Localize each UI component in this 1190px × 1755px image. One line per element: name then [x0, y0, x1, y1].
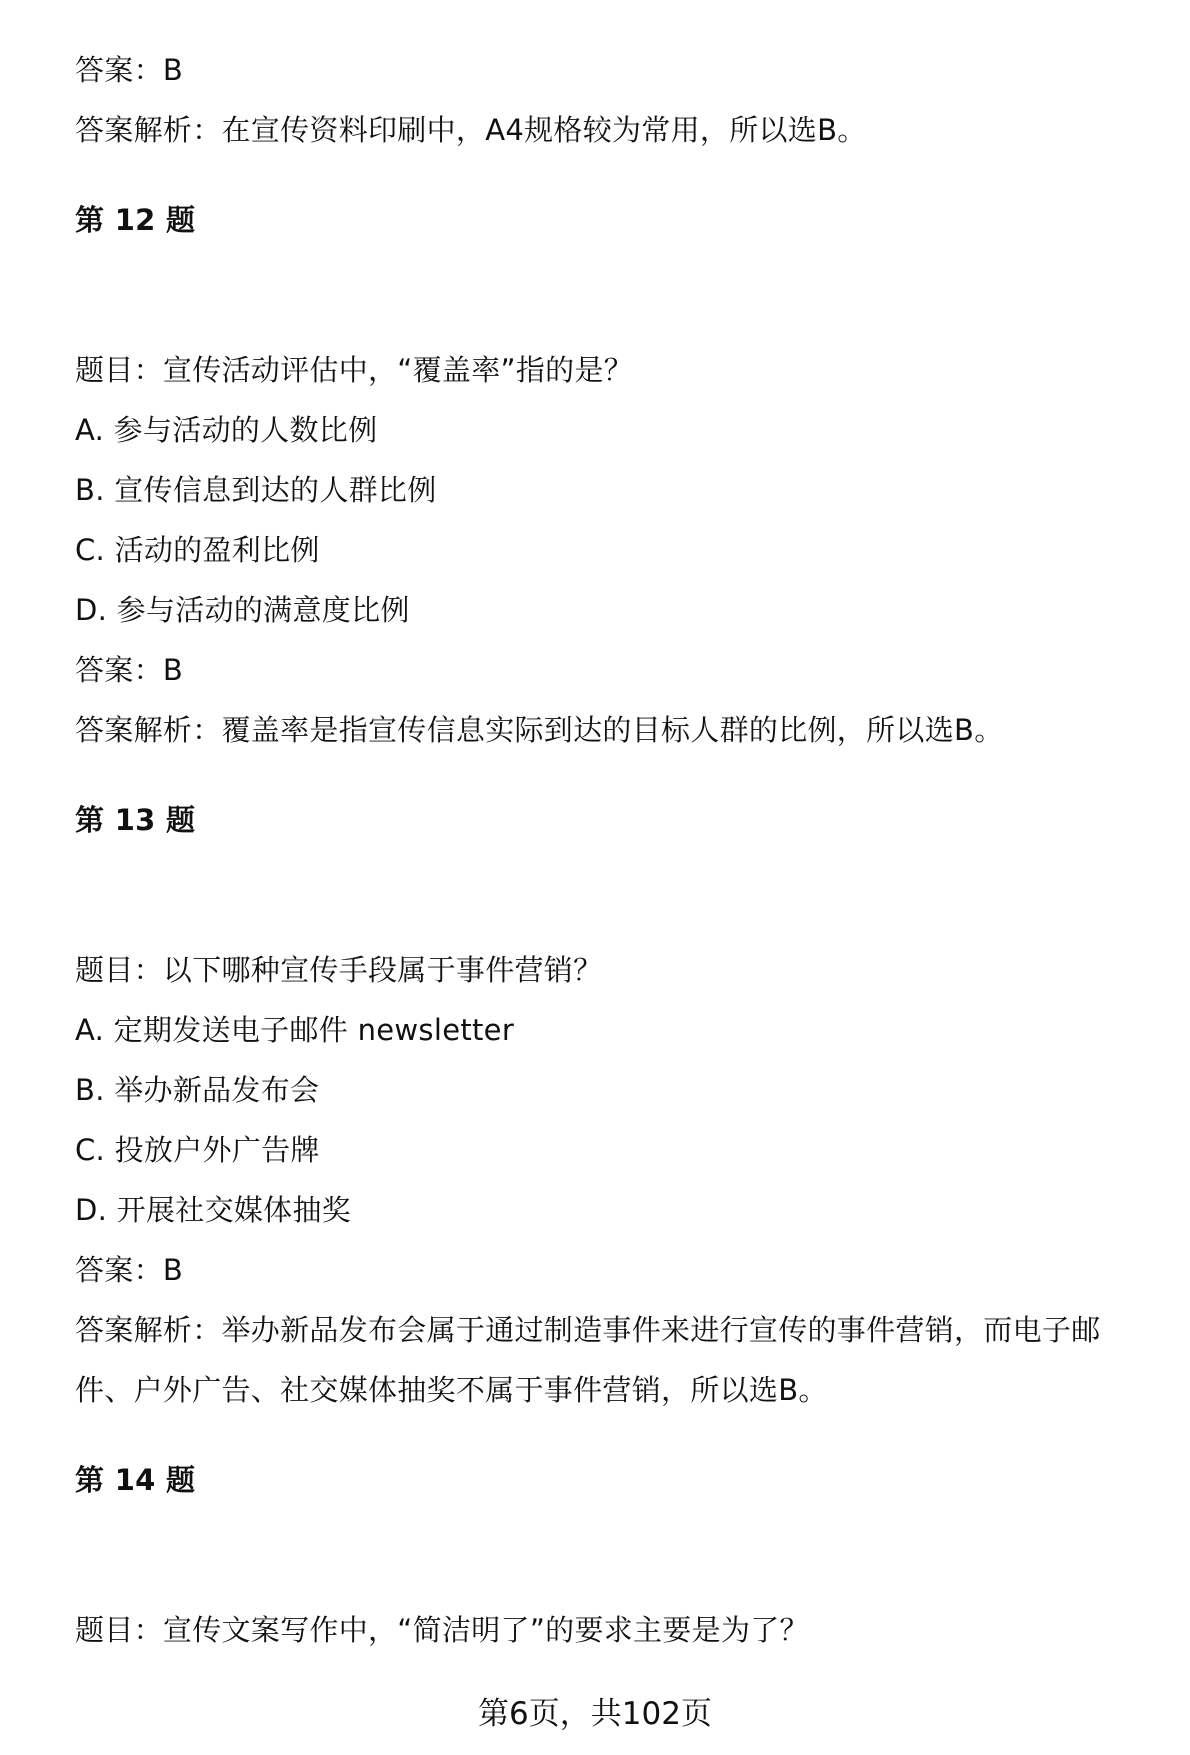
option-a: A. 定期发送电子邮件 newsletter: [75, 1013, 515, 1047]
question-stem: 题目：宣传文案写作中，“简洁明了”的要求主要是为了？: [75, 1613, 809, 1647]
answer-line: 答案：B: [75, 1253, 184, 1287]
question-stem: 题目：宣传活动评估中，“覆盖率”指的是？: [75, 353, 634, 387]
option-c: C. 投放户外广告牌: [75, 1133, 320, 1167]
explanation-line: 答案解析：覆盖率是指宣传信息实际到达的目标人群的比例，所以选B。: [75, 713, 1004, 747]
page-indicator: 第6页，共102页: [478, 1696, 712, 1732]
option-d: D. 开展社交媒体抽奖: [75, 1193, 352, 1227]
question-heading: 第 12 题: [75, 203, 196, 237]
explanation-line: 件、户外广告、社交媒体抽奖不属于事件营销，所以选B。: [75, 1373, 828, 1407]
question-heading: 第 14 题: [75, 1463, 196, 1497]
option-d: D. 参与活动的满意度比例: [75, 593, 410, 627]
option-a: A. 参与活动的人数比例: [75, 413, 378, 447]
option-b: B. 举办新品发布会: [75, 1073, 320, 1107]
explanation-line: 答案解析：举办新品发布会属于通过制造事件来进行宣传的事件营销，而电子邮: [75, 1313, 1101, 1347]
option-c: C. 活动的盈利比例: [75, 533, 320, 567]
option-b: B. 宣传信息到达的人群比例: [75, 473, 437, 507]
question-heading: 第 13 题: [75, 803, 196, 837]
answer-line: 答案：B: [75, 53, 184, 87]
explanation-line: 答案解析：在宣传资料印刷中，A4规格较为常用，所以选B。: [75, 113, 867, 147]
answer-line: 答案：B: [75, 653, 184, 687]
question-stem: 题目：以下哪种宣传手段属于事件营销？: [75, 953, 603, 987]
